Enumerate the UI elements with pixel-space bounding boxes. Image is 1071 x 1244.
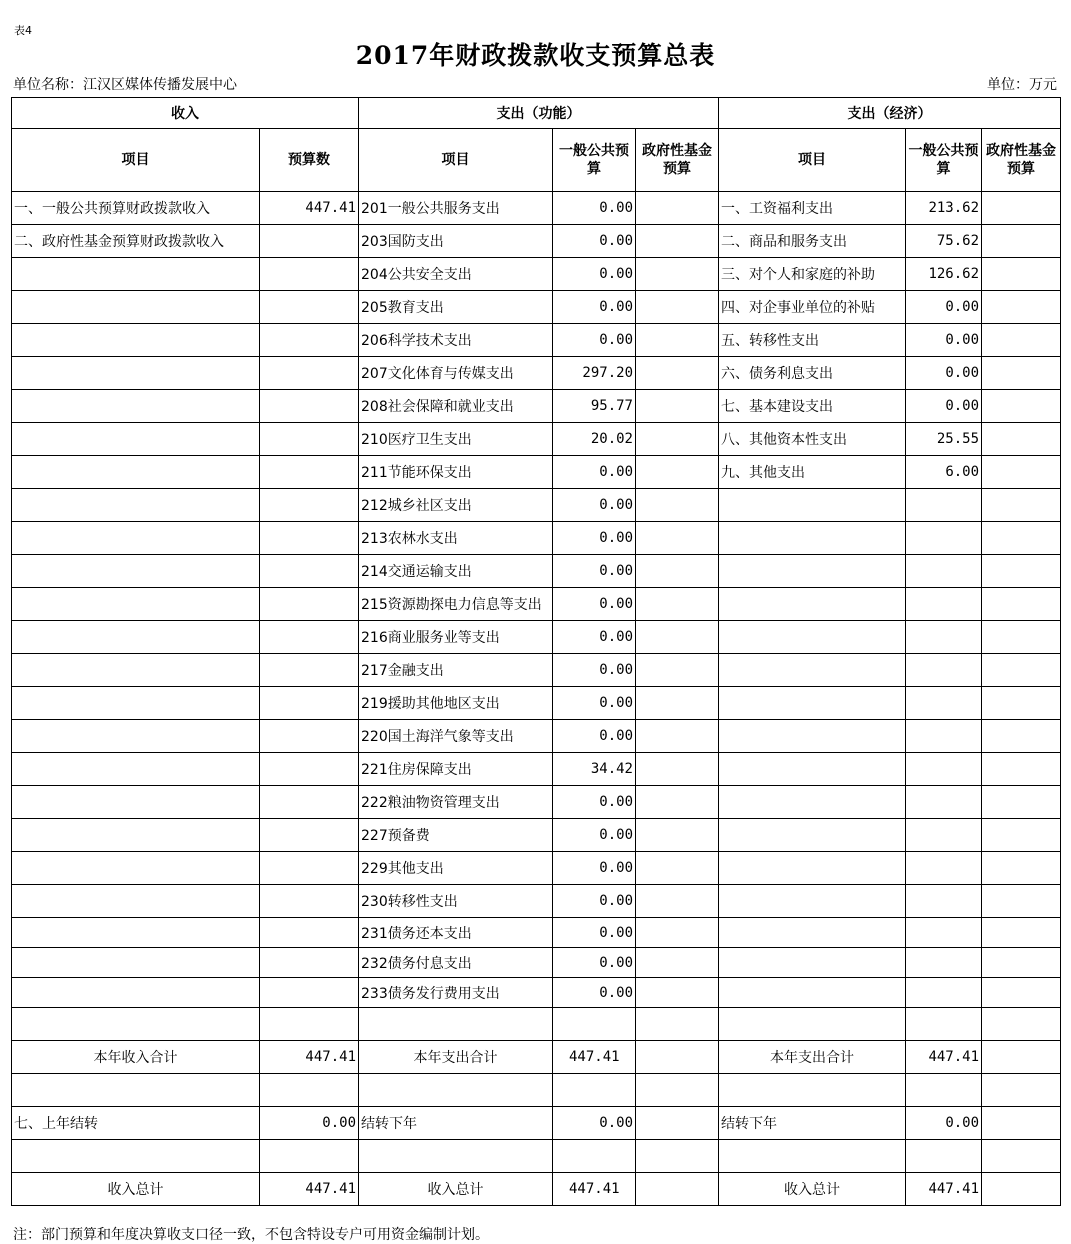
- currency-unit: 单位：万元: [987, 77, 1057, 93]
- econ-general-cell: 0.00: [906, 324, 982, 357]
- func-general-cell: 0.00: [553, 720, 636, 753]
- carry-out-econ-value: 0.00: [906, 1107, 982, 1140]
- econ-fund-cell: [982, 852, 1061, 885]
- econ-fund-cell: [982, 555, 1061, 588]
- econ-general-cell: [906, 555, 982, 588]
- income-value-cell: [260, 978, 359, 1008]
- func-item-cell: 230转移性支出: [359, 885, 553, 918]
- econ-item-cell: [719, 720, 906, 753]
- income-value-cell: [260, 753, 359, 786]
- func-item-cell: 211节能环保支出: [359, 456, 553, 489]
- income-value-cell: [260, 456, 359, 489]
- econ-fund-cell: [982, 918, 1061, 948]
- func-item-cell: 216商业服务业等支出: [359, 621, 553, 654]
- income-item-cell: 一、一般公共预算财政拨款收入: [12, 192, 260, 225]
- table-row: [12, 687, 1061, 720]
- econ-fund-cell: [982, 225, 1061, 258]
- econ-fund-cell: [982, 720, 1061, 753]
- income-value-cell: [260, 588, 359, 621]
- table-row: [12, 390, 1061, 423]
- income-item-cell: [12, 885, 260, 918]
- econ-general-cell: [906, 588, 982, 621]
- func-general-cell: 0.00: [553, 588, 636, 621]
- func-fund-cell: [636, 918, 719, 948]
- func-fund-cell: [636, 423, 719, 456]
- func-general-cell: 0.00: [553, 786, 636, 819]
- func-item-cell: 213农林水支出: [359, 522, 553, 555]
- sheet-label: 表4: [14, 24, 32, 37]
- func-fund-cell: [636, 555, 719, 588]
- income-item-cell: [12, 948, 260, 978]
- income-value-cell: [260, 324, 359, 357]
- year-income-value: 447.41: [260, 1041, 359, 1074]
- income-item-cell: [12, 786, 260, 819]
- func-general-cell: 95.77: [553, 390, 636, 423]
- func-general-cell: 297.20: [553, 357, 636, 390]
- carry-out-func-label: 结转下年: [359, 1107, 553, 1140]
- econ-item-cell: 一、工资福利支出: [719, 192, 906, 225]
- func-general-cell: 0.00: [553, 258, 636, 291]
- econ-item-cell: 二、商品和服务支出: [719, 225, 906, 258]
- func-item-cell: 205教育支出: [359, 291, 553, 324]
- func-item-cell: 204公共安全支出: [359, 258, 553, 291]
- income-value-cell: [260, 819, 359, 852]
- econ-item-cell: 三、对个人和家庭的补助: [719, 258, 906, 291]
- income-item-cell: [12, 654, 260, 687]
- func-fund-cell: [636, 390, 719, 423]
- budget-table: [11, 97, 1061, 1206]
- table-row: [12, 555, 1061, 588]
- econ-fund-cell: [982, 753, 1061, 786]
- func-item-cell: 220国土海洋气象等支出: [359, 720, 553, 753]
- blank-row: [12, 1140, 1061, 1173]
- income-value-cell: 447.41: [260, 192, 359, 225]
- table-row: [12, 753, 1061, 786]
- grand-econ-label: 收入总计: [719, 1173, 906, 1206]
- econ-general-cell: [906, 654, 982, 687]
- econ-fund-cell: [982, 324, 1061, 357]
- func-fund-cell: [636, 588, 719, 621]
- func-fund-cell: [636, 852, 719, 885]
- econ-item-cell: 五、转移性支出: [719, 324, 906, 357]
- func-fund-cell: [636, 522, 719, 555]
- income-item-cell: [12, 522, 260, 555]
- econ-general-cell: [906, 621, 982, 654]
- table-row: [12, 489, 1061, 522]
- func-item-cell: 214交通运输支出: [359, 555, 553, 588]
- table-row: [12, 357, 1061, 390]
- income-item-cell: [12, 357, 260, 390]
- econ-general-cell: 0.00: [906, 357, 982, 390]
- income-item-cell: [12, 423, 260, 456]
- func-fund-cell: [636, 720, 719, 753]
- income-item-cell: [12, 918, 260, 948]
- income-item-cell: [12, 621, 260, 654]
- econ-item-cell: 八、其他资本性支出: [719, 423, 906, 456]
- table-row: [12, 918, 1061, 948]
- func-item-cell: 219援助其他地区支出: [359, 687, 553, 720]
- income-item-cell: [12, 555, 260, 588]
- func-general-cell: 0.00: [553, 621, 636, 654]
- func-item-cell: 207文化体育与传媒支出: [359, 357, 553, 390]
- econ-item-cell: [719, 885, 906, 918]
- econ-item-cell: 四、对企事业单位的补贴: [719, 291, 906, 324]
- func-item-cell: 210医疗卫生支出: [359, 423, 553, 456]
- econ-item-cell: [719, 489, 906, 522]
- income-item-header: 项目: [12, 129, 260, 192]
- func-general-cell: 0.00: [553, 192, 636, 225]
- econ-fund-cell: [982, 687, 1061, 720]
- table-row: [12, 423, 1061, 456]
- blank-row: [12, 1074, 1061, 1107]
- econ-general-cell: 6.00: [906, 456, 982, 489]
- func-general-cell: 0.00: [553, 522, 636, 555]
- econ-item-cell: [719, 588, 906, 621]
- econ-item-cell: [719, 687, 906, 720]
- footnote: 注：部门预算和年度决算收支口径一致，不包含特设专户可用资金编制计划。: [13, 1227, 489, 1243]
- year-func-expense-label: 本年支出合计: [359, 1041, 553, 1074]
- func-fund-cell: [636, 753, 719, 786]
- func-item-header: 项目: [359, 129, 553, 192]
- func-item-cell: 227预备费: [359, 819, 553, 852]
- income-item-cell: [12, 291, 260, 324]
- econ-general-cell: [906, 885, 982, 918]
- func-expense-group-header: 支出（功能）: [359, 98, 719, 129]
- func-item-cell: 222粮油物资管理支出: [359, 786, 553, 819]
- econ-item-cell: [719, 654, 906, 687]
- func-fund-cell: [636, 819, 719, 852]
- income-item-cell: [12, 720, 260, 753]
- econ-general-header: 一般公共预算: [906, 129, 982, 192]
- func-item-cell: 232债务付息支出: [359, 948, 553, 978]
- econ-fund-cell: [982, 423, 1061, 456]
- econ-fund-cell: [982, 654, 1061, 687]
- econ-fund-cell: [982, 357, 1061, 390]
- carry-in-label: 七、上年结转: [12, 1107, 260, 1140]
- func-general-cell: 0.00: [553, 324, 636, 357]
- income-value-cell: [260, 555, 359, 588]
- econ-item-cell: [719, 948, 906, 978]
- table-row: [12, 456, 1061, 489]
- carry-out-econ-label: 结转下年: [719, 1107, 906, 1140]
- table-row: [12, 786, 1061, 819]
- econ-general-cell: [906, 918, 982, 948]
- func-general-cell: 0.00: [553, 489, 636, 522]
- table-row: [12, 621, 1061, 654]
- econ-general-cell: [906, 522, 982, 555]
- econ-fund-cell: [982, 390, 1061, 423]
- econ-item-cell: [719, 621, 906, 654]
- income-item-cell: [12, 258, 260, 291]
- grand-func-value: 447.41: [553, 1173, 636, 1206]
- econ-fund-cell: [982, 522, 1061, 555]
- econ-fund-cell: [982, 948, 1061, 978]
- func-item-cell: 212城乡社区支出: [359, 489, 553, 522]
- func-item-cell: 206科学技术支出: [359, 324, 553, 357]
- econ-general-cell: 75.62: [906, 225, 982, 258]
- func-item-cell: 215资源勘探电力信息等支出: [359, 588, 553, 621]
- carry-in-value: 0.00: [260, 1107, 359, 1140]
- income-value-cell: [260, 852, 359, 885]
- econ-fund-cell: [982, 786, 1061, 819]
- func-general-cell: 0.00: [553, 555, 636, 588]
- econ-fund-cell: [982, 456, 1061, 489]
- table-row: [12, 258, 1061, 291]
- year-total-row: [12, 1041, 1061, 1074]
- econ-general-cell: [906, 852, 982, 885]
- func-item-cell: 208社会保障和就业支出: [359, 390, 553, 423]
- table-row: [12, 885, 1061, 918]
- table-row: [12, 588, 1061, 621]
- econ-general-cell: 0.00: [906, 291, 982, 324]
- income-value-cell: [260, 423, 359, 456]
- econ-fund-header: 政府性基金预算: [982, 129, 1061, 192]
- func-fund-cell: [636, 786, 719, 819]
- grand-total-row: [12, 1173, 1061, 1206]
- unit-name: 单位名称：江汉区媒体传播发展中心: [13, 77, 237, 93]
- func-fund-cell: [636, 357, 719, 390]
- econ-item-cell: [719, 786, 906, 819]
- table-row: [12, 324, 1061, 357]
- grand-income-value: 447.41: [260, 1173, 359, 1206]
- econ-item-cell: [719, 918, 906, 948]
- func-general-cell: 20.02: [553, 423, 636, 456]
- income-value-cell: [260, 621, 359, 654]
- income-item-cell: [12, 819, 260, 852]
- econ-fund-cell: [982, 885, 1061, 918]
- econ-general-cell: [906, 786, 982, 819]
- income-value-cell: [260, 258, 359, 291]
- econ-general-cell: 0.00: [906, 390, 982, 423]
- func-fund-cell: [636, 291, 719, 324]
- econ-fund-cell: [982, 489, 1061, 522]
- econ-fund-cell: [982, 819, 1061, 852]
- econ-general-cell: [906, 819, 982, 852]
- income-item-cell: 二、政府性基金预算财政拨款收入: [12, 225, 260, 258]
- blank-row: [12, 1008, 1061, 1041]
- econ-general-cell: [906, 753, 982, 786]
- func-fund-cell: [636, 225, 719, 258]
- income-value-cell: [260, 918, 359, 948]
- func-general-cell: 0.00: [553, 978, 636, 1008]
- econ-item-cell: [719, 522, 906, 555]
- table-row: [12, 720, 1061, 753]
- func-general-header: 一般公共预算: [553, 129, 636, 192]
- econ-item-header: 项目: [719, 129, 906, 192]
- econ-item-cell: [719, 852, 906, 885]
- income-item-cell: [12, 687, 260, 720]
- year-func-expense-value: 447.41: [553, 1041, 636, 1074]
- income-value-cell: [260, 786, 359, 819]
- econ-item-cell: [719, 555, 906, 588]
- econ-item-cell: 六、债务利息支出: [719, 357, 906, 390]
- table-row: [12, 225, 1061, 258]
- func-fund-cell: [636, 687, 719, 720]
- income-item-cell: [12, 390, 260, 423]
- table-row: [12, 192, 1061, 225]
- table-row: [12, 291, 1061, 324]
- func-fund-cell: [636, 885, 719, 918]
- income-value-cell: [260, 687, 359, 720]
- func-fund-cell: [636, 654, 719, 687]
- econ-item-cell: [719, 753, 906, 786]
- carryover-row: [12, 1107, 1061, 1140]
- carry-out-func-value: 0.00: [553, 1107, 636, 1140]
- func-general-cell: 0.00: [553, 654, 636, 687]
- econ-general-cell: [906, 687, 982, 720]
- income-item-cell: [12, 489, 260, 522]
- func-general-cell: 0.00: [553, 918, 636, 948]
- income-item-cell: [12, 456, 260, 489]
- func-fund-cell: [636, 489, 719, 522]
- year-econ-expense-label: 本年支出合计: [719, 1041, 906, 1074]
- econ-fund-cell: [982, 978, 1061, 1008]
- func-fund-cell: [636, 324, 719, 357]
- econ-fund-cell: [982, 621, 1061, 654]
- income-value-cell: [260, 654, 359, 687]
- func-general-cell: 34.42: [553, 753, 636, 786]
- econ-general-cell: [906, 978, 982, 1008]
- func-general-cell: 0.00: [553, 885, 636, 918]
- income-item-cell: [12, 978, 260, 1008]
- header-row-columns: [12, 129, 1061, 192]
- income-value-cell: [260, 885, 359, 918]
- table-row: [12, 522, 1061, 555]
- income-item-cell: [12, 324, 260, 357]
- income-value-cell: [260, 522, 359, 555]
- year-econ-expense-value: 447.41: [906, 1041, 982, 1074]
- income-value-cell: [260, 225, 359, 258]
- econ-general-cell: [906, 948, 982, 978]
- header-row-groups: [12, 98, 1061, 129]
- income-item-cell: [12, 588, 260, 621]
- income-value-cell: [260, 489, 359, 522]
- func-item-cell: 231债务还本支出: [359, 918, 553, 948]
- econ-general-cell: 213.62: [906, 192, 982, 225]
- income-budget-header: 预算数: [260, 129, 359, 192]
- grand-income-label: 收入总计: [12, 1173, 260, 1206]
- func-item-cell: 233债务发行费用支出: [359, 978, 553, 1008]
- table-row: [12, 978, 1061, 1008]
- econ-expense-group-header: 支出（经济）: [719, 98, 1061, 129]
- func-general-cell: 0.00: [553, 456, 636, 489]
- table-row: [12, 948, 1061, 978]
- table-row: [12, 852, 1061, 885]
- page-title: 2017年财政拨款收支预算总表: [355, 41, 716, 70]
- func-fund-cell: [636, 192, 719, 225]
- econ-fund-cell: [982, 258, 1061, 291]
- func-fund-cell: [636, 621, 719, 654]
- econ-fund-cell: [982, 588, 1061, 621]
- func-item-cell: 221住房保障支出: [359, 753, 553, 786]
- econ-general-cell: [906, 720, 982, 753]
- grand-func-label: 收入总计: [359, 1173, 553, 1206]
- income-item-cell: [12, 852, 260, 885]
- income-group-header: 收入: [12, 98, 359, 129]
- func-general-cell: 0.00: [553, 225, 636, 258]
- func-general-cell: 0.00: [553, 291, 636, 324]
- econ-item-cell: 九、其他支出: [719, 456, 906, 489]
- func-fund-cell: [636, 948, 719, 978]
- econ-general-cell: [906, 489, 982, 522]
- func-general-cell: 0.00: [553, 852, 636, 885]
- func-item-cell: 229其他支出: [359, 852, 553, 885]
- income-item-cell: [12, 753, 260, 786]
- econ-item-cell: 七、基本建设支出: [719, 390, 906, 423]
- income-value-cell: [260, 291, 359, 324]
- func-general-cell: 0.00: [553, 819, 636, 852]
- func-general-cell: 0.00: [553, 687, 636, 720]
- income-value-cell: [260, 720, 359, 753]
- grand-econ-value: 447.41: [906, 1173, 982, 1206]
- func-fund-cell: [636, 978, 719, 1008]
- econ-item-cell: [719, 819, 906, 852]
- econ-general-cell: 126.62: [906, 258, 982, 291]
- table-row: [12, 654, 1061, 687]
- func-fund-header: 政府性基金预算: [636, 129, 719, 192]
- income-value-cell: [260, 390, 359, 423]
- func-item-cell: 203国防支出: [359, 225, 553, 258]
- econ-general-cell: 25.55: [906, 423, 982, 456]
- income-value-cell: [260, 948, 359, 978]
- table-row: [12, 819, 1061, 852]
- func-item-cell: 217金融支出: [359, 654, 553, 687]
- econ-fund-cell: [982, 291, 1061, 324]
- func-general-cell: 0.00: [553, 948, 636, 978]
- econ-fund-cell: [982, 192, 1061, 225]
- income-value-cell: [260, 357, 359, 390]
- econ-item-cell: [719, 978, 906, 1008]
- func-item-cell: 201一般公共服务支出: [359, 192, 553, 225]
- func-fund-cell: [636, 258, 719, 291]
- func-fund-cell: [636, 456, 719, 489]
- year-income-label: 本年收入合计: [12, 1041, 260, 1074]
